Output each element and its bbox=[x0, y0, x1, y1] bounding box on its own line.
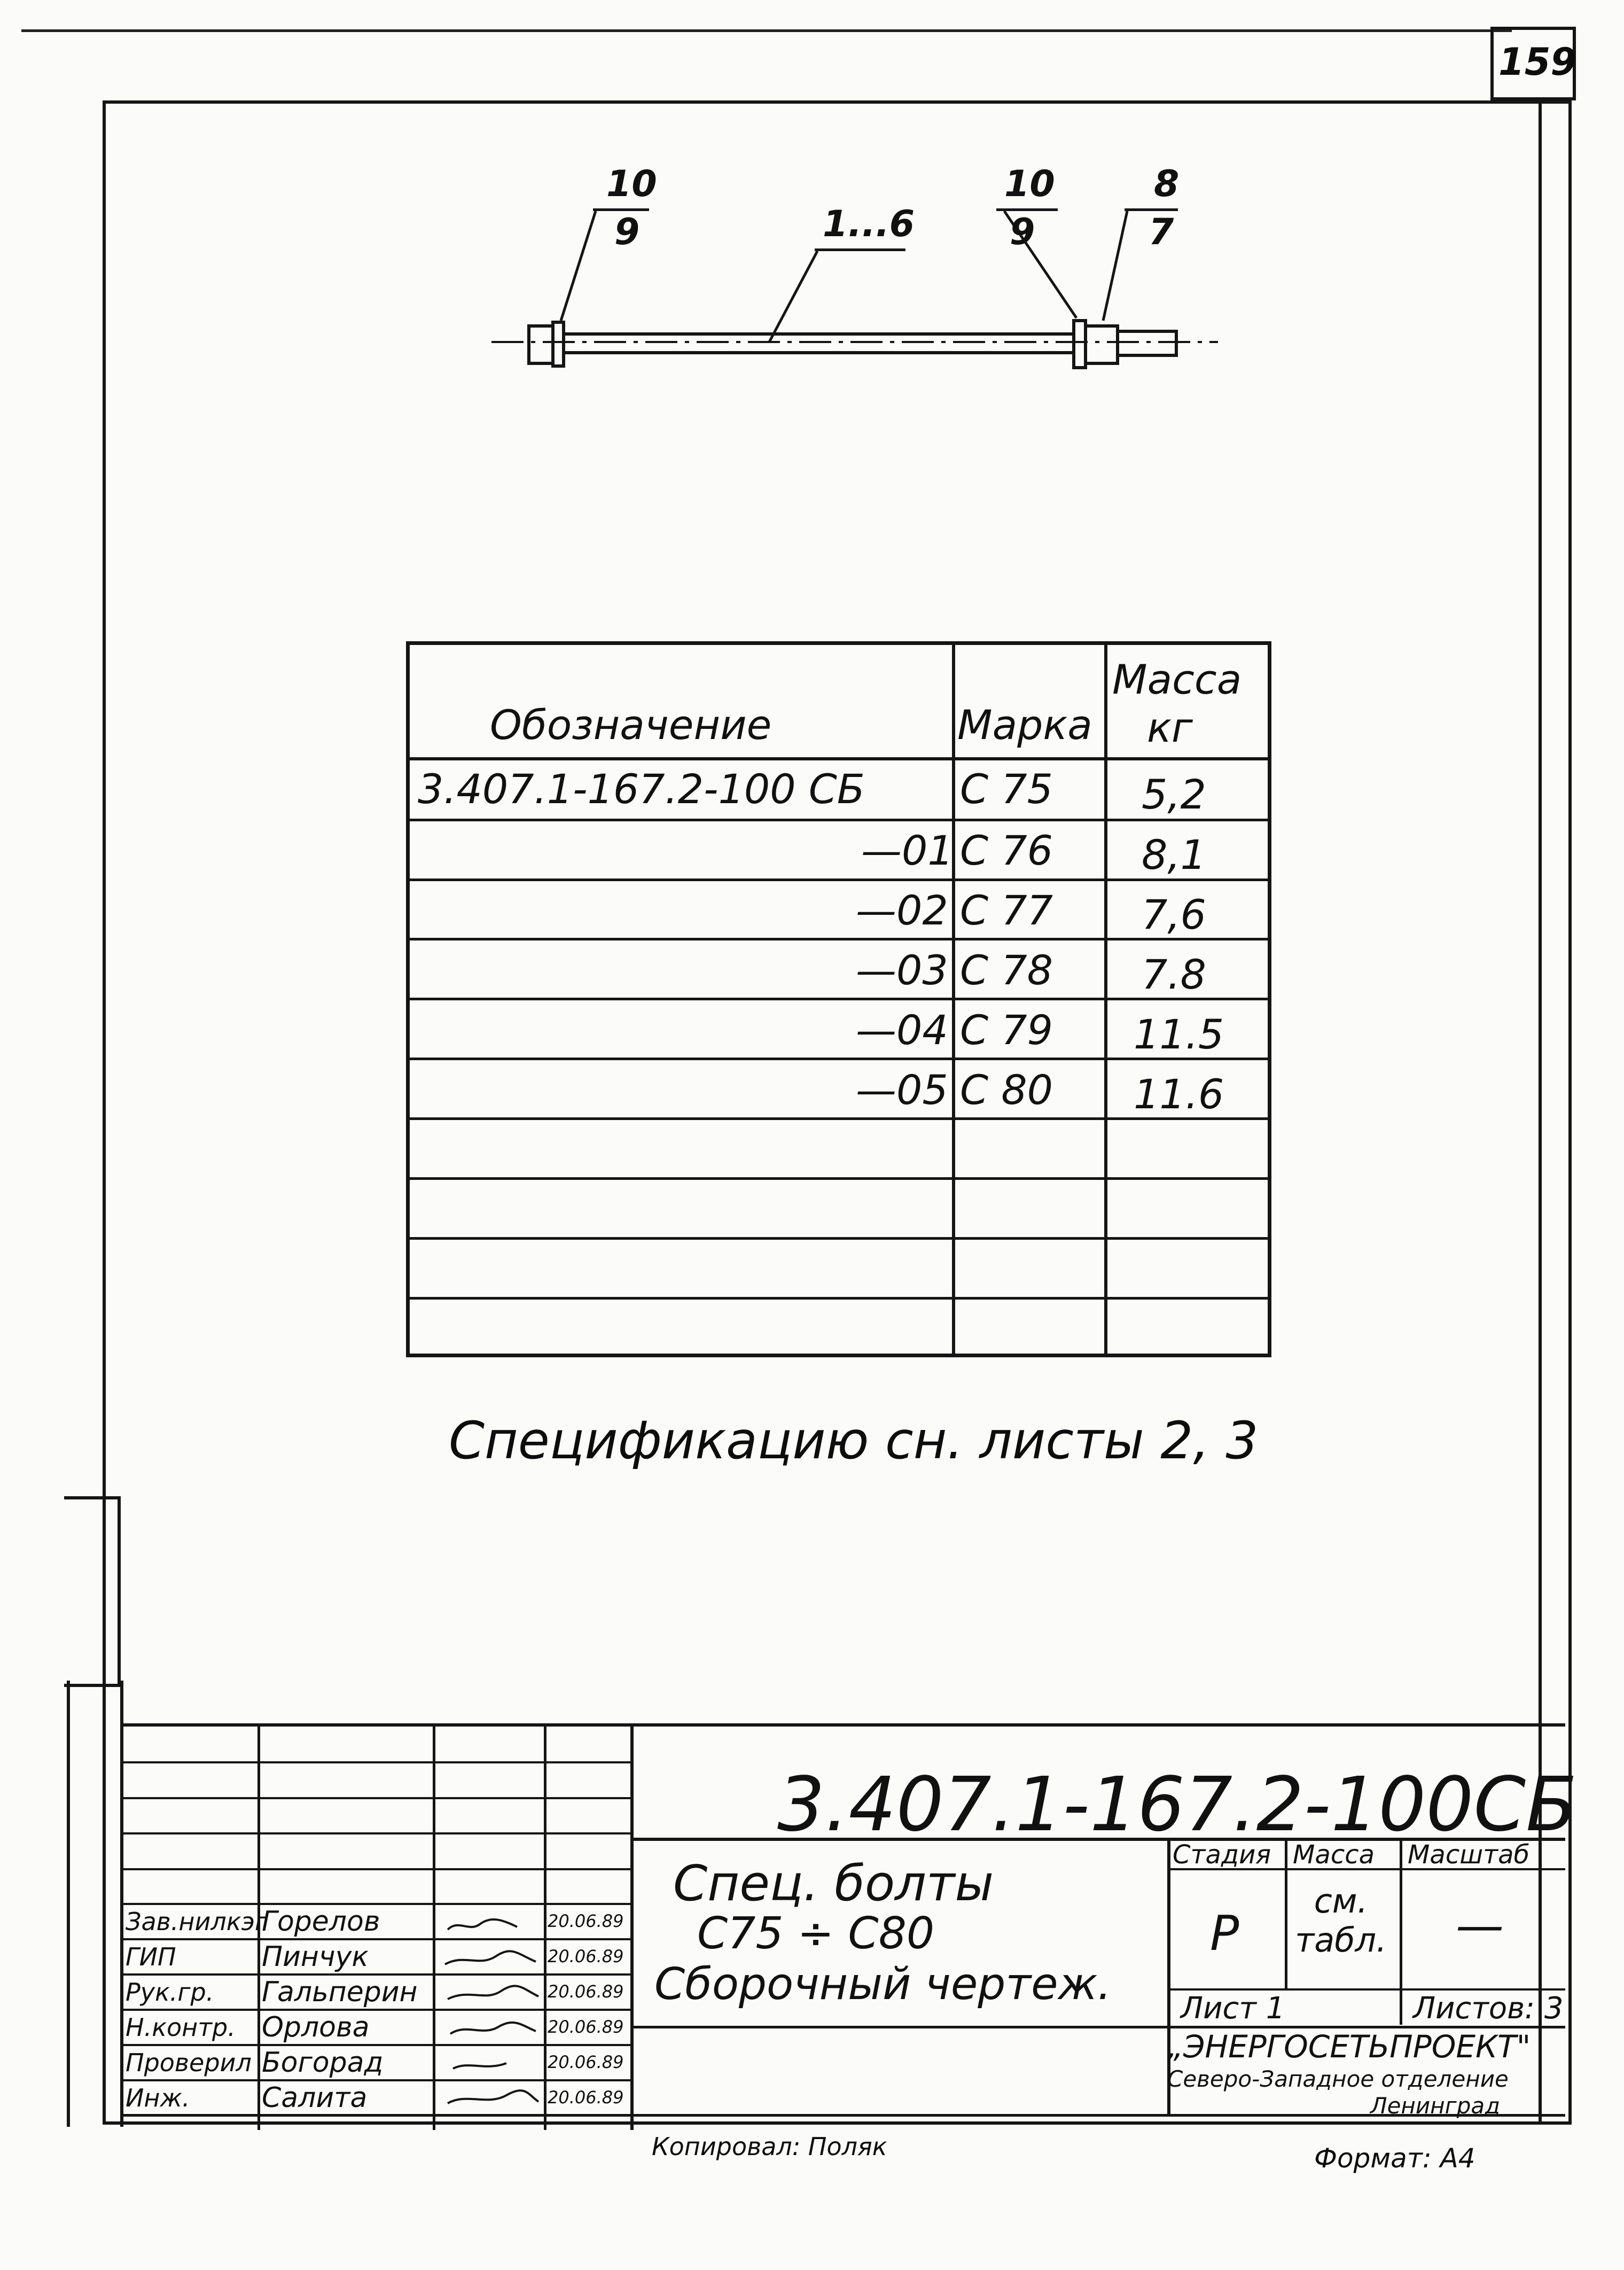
title-line-2: С75 ÷ С80 bbox=[697, 1908, 935, 1959]
row-6-designation: —05 bbox=[856, 1066, 948, 1114]
row-4-mark: С 78 bbox=[960, 946, 1053, 994]
role-1-date: 20.06.89 bbox=[548, 1911, 624, 1931]
binding-strip-line bbox=[67, 1681, 70, 2127]
row-2-designation: —01 bbox=[861, 827, 954, 874]
row-5-designation: —04 bbox=[856, 1006, 948, 1054]
format-label: Формат: А4 bbox=[1314, 2143, 1475, 2174]
header-designation: Обозначение bbox=[490, 701, 772, 749]
sheet-number: 159 bbox=[1498, 40, 1577, 84]
signatures bbox=[437, 1903, 544, 2117]
spec-table bbox=[406, 641, 1271, 1357]
row-3-mark: С 77 bbox=[960, 887, 1053, 934]
row-2-mark: С 76 bbox=[960, 827, 1053, 874]
row-2-mass: 8,1 bbox=[1142, 831, 1206, 879]
row-4-mass: 7.8 bbox=[1142, 951, 1206, 998]
role-2-name: Пинчук bbox=[262, 1941, 369, 1973]
role-6: Инж. bbox=[126, 2084, 190, 2112]
role-4: Н.контр. bbox=[126, 2013, 236, 2042]
mass-label: Масса bbox=[1293, 1840, 1375, 1870]
callout-mid-top: 10 bbox=[1004, 163, 1055, 205]
role-3-date: 20.06.89 bbox=[548, 1981, 624, 2002]
role-5-name: Богорад bbox=[262, 2047, 384, 2079]
callout-right-top: 8 bbox=[1154, 163, 1180, 205]
org-city: Ленинград bbox=[1370, 2093, 1501, 2119]
role-6-date: 20.06.89 bbox=[548, 2087, 624, 2108]
scale-value: — bbox=[1456, 1898, 1504, 1954]
document-code: 3.407.1-167.2-100СБ bbox=[777, 1761, 1578, 1848]
role-5: Проверил bbox=[126, 2048, 252, 2077]
role-2-date: 20.06.89 bbox=[548, 1946, 624, 1966]
role-4-date: 20.06.89 bbox=[548, 2017, 624, 2037]
role-5-date: 20.06.89 bbox=[548, 2052, 624, 2072]
role-1: Зав.нилкэг bbox=[126, 1907, 268, 1936]
header-mass: Масса bbox=[1112, 656, 1242, 703]
row-5-mass: 11.5 bbox=[1134, 1010, 1224, 1058]
role-2: ГИП bbox=[126, 1942, 176, 1971]
row-3-designation: —02 bbox=[856, 887, 948, 934]
row-1-mass: 5,2 bbox=[1142, 771, 1206, 818]
header-mass-unit: кг bbox=[1147, 704, 1193, 751]
scale-label: Масштаб bbox=[1408, 1840, 1530, 1870]
spec-note: Спецификацию сн. листы 2, 3 bbox=[449, 1411, 1259, 1471]
stage-value: Р bbox=[1210, 1906, 1239, 1962]
title-line-1: Спец. болты bbox=[673, 1855, 994, 1912]
title-line-3: Сборочный чертеж. bbox=[654, 1959, 1112, 2010]
org-branch: Северо-Западное отделение bbox=[1167, 2066, 1509, 2092]
row-6-mark: С 80 bbox=[960, 1066, 1053, 1114]
role-3-name: Гальперин bbox=[262, 1976, 418, 2008]
binding-strip bbox=[64, 1496, 121, 1687]
sheets-label: Листов: 3 bbox=[1413, 1991, 1564, 2026]
org-name: „ЭНЕРГОСЕТЬПРОЕКТ" bbox=[1167, 2028, 1531, 2065]
role-4-name: Орлова bbox=[262, 2011, 370, 2043]
row-1-mark: С 75 bbox=[960, 765, 1053, 813]
row-3-mass: 7,6 bbox=[1142, 891, 1206, 938]
role-1-name: Горелов bbox=[262, 1906, 380, 1938]
row-5-mark: С 79 bbox=[960, 1006, 1053, 1054]
copied-by: Копировал: Поляк bbox=[652, 2132, 887, 2161]
role-3: Рук.гр. bbox=[126, 1978, 214, 2007]
row-1-designation: 3.407.1-167.2-100 СБ bbox=[418, 765, 865, 813]
callout-bolt: 1...6 bbox=[823, 203, 915, 245]
title-block bbox=[120, 1723, 1578, 2130]
mass-value: см. табл. bbox=[1295, 1882, 1387, 1960]
callout-shelf-bolt bbox=[815, 248, 905, 251]
row-4-designation: —03 bbox=[856, 946, 948, 994]
callout-mid-bottom: 9 bbox=[1010, 211, 1035, 253]
callout-left-top: 10 bbox=[606, 163, 657, 205]
sheet-label: Лист 1 bbox=[1181, 1991, 1285, 2026]
callout-right-bottom: 7 bbox=[1149, 211, 1174, 253]
role-6-name: Салита bbox=[262, 2082, 368, 2114]
stage-label: Стадия bbox=[1173, 1840, 1271, 1870]
header-mark: Марка bbox=[957, 701, 1092, 749]
bolt-drawing bbox=[0, 0, 1624, 427]
callout-left-bottom: 9 bbox=[614, 211, 640, 253]
row-6-mass: 11.6 bbox=[1134, 1070, 1224, 1118]
